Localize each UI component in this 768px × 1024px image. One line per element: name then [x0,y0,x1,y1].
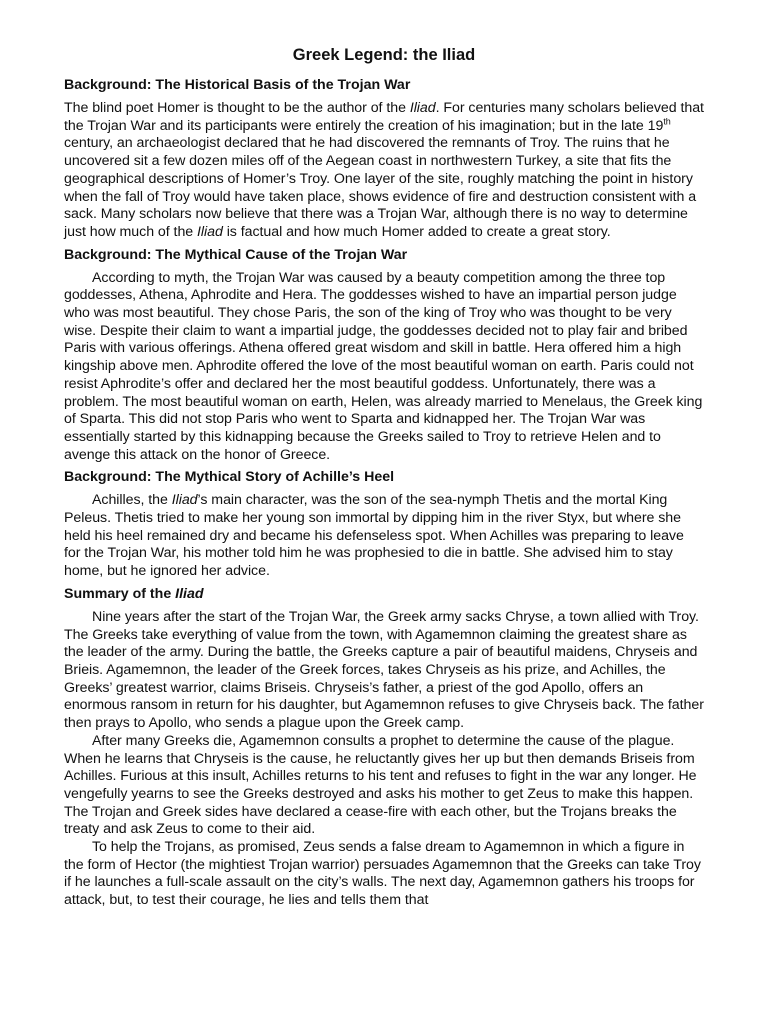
paragraph [64,100,704,242]
paragraph-text: Achilles, the [92,492,172,509]
paragraph: After many Greeks die, Agamemnon consults a prophet to determine the cause of the plague. When he learns that Chryseis is the cause, he reluctantly gives her up but then demands Briseis from Achilles. Furious at this insult, Achilles returns to his tent and refuses to fight in the war any longer. He vengefully yearns to see the Greeks destroyed and asks his mother to get Zeus to make this happen. The Trojan and Greek sides have declared a cease-fire with each other, but the Trojans breaks the treaty and ask Zeus to come to their aid. [64,732,697,838]
section-heading: Background: The Historical Basis of the Trojan War [64,77,411,93]
italic-title: Iliad [175,585,204,602]
italic-title: Iliad [197,223,223,240]
section-heading-text: Summary of the [64,585,176,602]
section-mythical-cause [64,246,704,465]
section-heading: Background: The Mythical Story of Achille’s Heel [64,469,395,486]
paragraph-text: is factual and how much Homer added to create a great story. [222,223,611,240]
italic-title: Iliad [171,492,198,509]
italic-title: Iliad [409,100,436,116]
paragraph-text: . For centuries many scholars believed that the Trojan War and its participants were entirely the creation of his imagination; but in the late 19 [64,100,704,134]
paragraph-text: The blind poet Homer is thought to be the author of the [64,100,410,116]
paragraph: To help the Trojans, as promised, Zeus sends a false dream to Agamemnon in which a figure in the form of Hector (the mightiest Trojan warrior) persuades Agamemnon that the Greeks can take Troy if he launches a full-scale assault on the city’s walls. The next day, Agamemnon gathers his troops for attack, but, to test their courage, he lies and tells them that [64,839,701,909]
paragraph: Nine years after the start of the Trojan War, the Greek army sacks Chryse, a town allied with Troy. The Greeks take everything of value from the town, with Agamemnon claiming the greatest share as the leader of the army. During the battle, the Greeks capture a pair of beautiful maidens, Chryseis and Brieis. Agamemnon, the leader of the Greek forces, takes Chryseis as his prize, and Achilles, the Greeks’ greatest warrior, claims Briseis. Chryseis’s father, a priest of the god Apollo, offers an enormous ransom in return for his daughter, but Agamemnon refuses to give Chryseis back. The father then prays to Apollo, who sends a plague upon the Greek camp. [64,608,704,732]
paragraph: According to myth, the Trojan War was caused by a beauty competition among the three top goddesses, Athena, Aphrodite and Hera. The goddesses wished to have an impartial person judge who was most beautiful. They chose Paris, the son of the king of Troy who was thought to be very wise. Despite their claim to want a impartial judge, the goddesses decided not to play fair and bribed Paris with various offerings. Athena offered great wisdom and skill in battle. Hera offered him a high kingship above men. Aphrodite offered the love of the most beautiful woman on earth. Paris could not resist Aphrodite’s offer and declared her the most beautiful goddess. Unfortunately, there was a problem. The most beautiful woman on earth, Helen, was already married to Menelaus, the Greek king of Sparta. This did not stop Paris who went to Sparta and kidnapped her. The Trojan War was essentially started by this kidnapping because the Greeks sailed to Troy to retrieve Helen and to avenge this attack on the honor of Greece. [64,269,703,463]
section-achilles-heel [64,468,704,581]
ordinal-suffix: th [663,115,671,126]
section-heading: Background: The Mythical Cause of the Trojan War [64,246,408,263]
section-summary [64,585,704,910]
paragraph [64,492,704,581]
section-heading [64,585,704,603]
paragraph-text: ’s main character, was the son of the sea-nymph Thetis and the mortal King Peleus. Thetis tried to make her young son immortal by dipping him in the river Styx, but where she held his heel remained dry and became his defenseless spot. When Achilles was preparing to leave for the Trojan War, his mother told him he was prophesied to die in battle. She advised him to stay home, but he ignored her advice. [64,492,684,580]
paragraph-text: century, an archaeologist declared that he had discovered the remnants of Troy. The ruins that he uncovered sit a few dozen miles off of the Aegean coast in northwestern Turkey, a site that fits the geographical descriptions of Homer’s Troy. One layer of the site, roughly matching the point in history when the fall of Troy would have taken place, shows evidence of fire and destruction consistent with a sack. Many scholars now believe that there was a Trojan War, although there is no way to determine just how much of the [64,135,697,240]
page-title: Greek Legend: the Iliad [292,46,476,64]
section-historical-basis [64,76,704,242]
